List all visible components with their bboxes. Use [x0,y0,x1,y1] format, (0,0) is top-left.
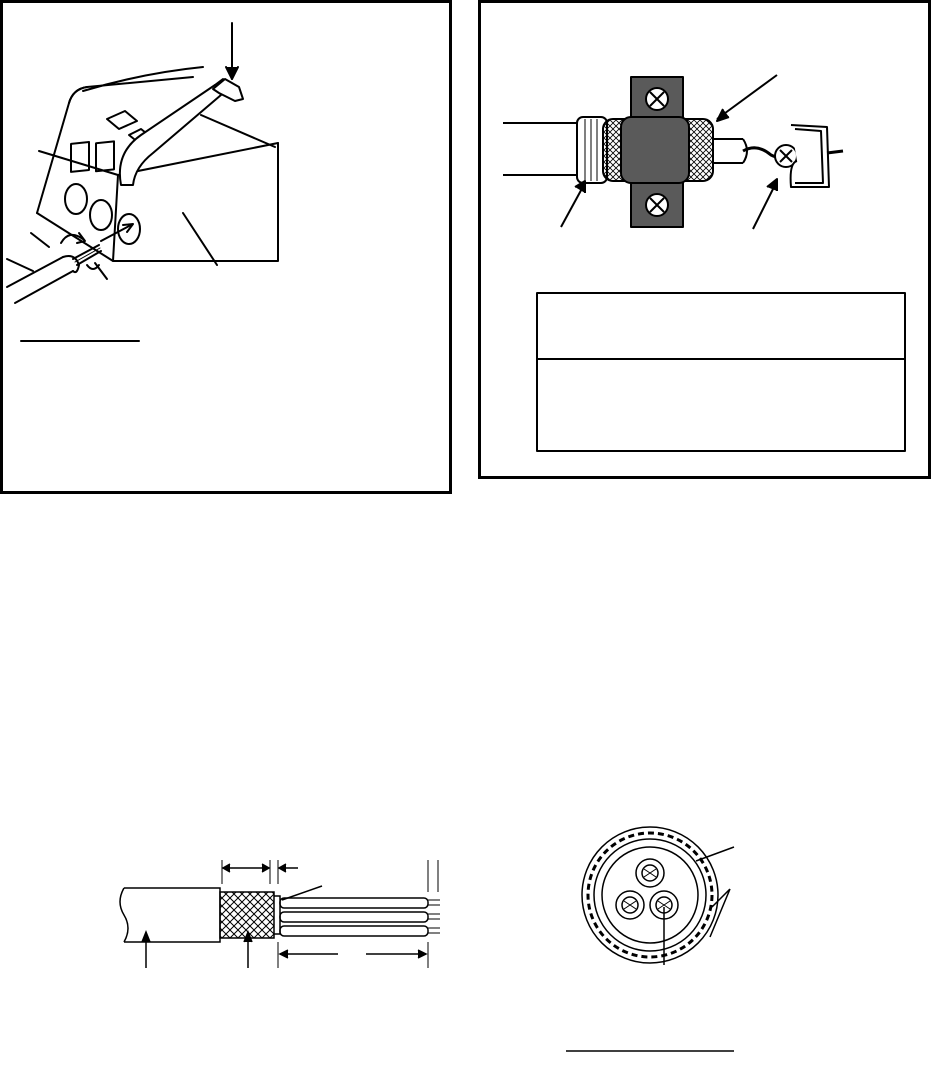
terminal-connector-illustration [3,3,455,497]
right-panel-frame [478,0,931,479]
page-bottom-rule [566,1050,736,1054]
cable-shield-clamp-illustration [481,3,931,482]
cable-strip-dimension-diagram [110,850,450,980]
left-panel-frame [0,0,452,494]
cable-cross-section-diagram [570,815,760,975]
